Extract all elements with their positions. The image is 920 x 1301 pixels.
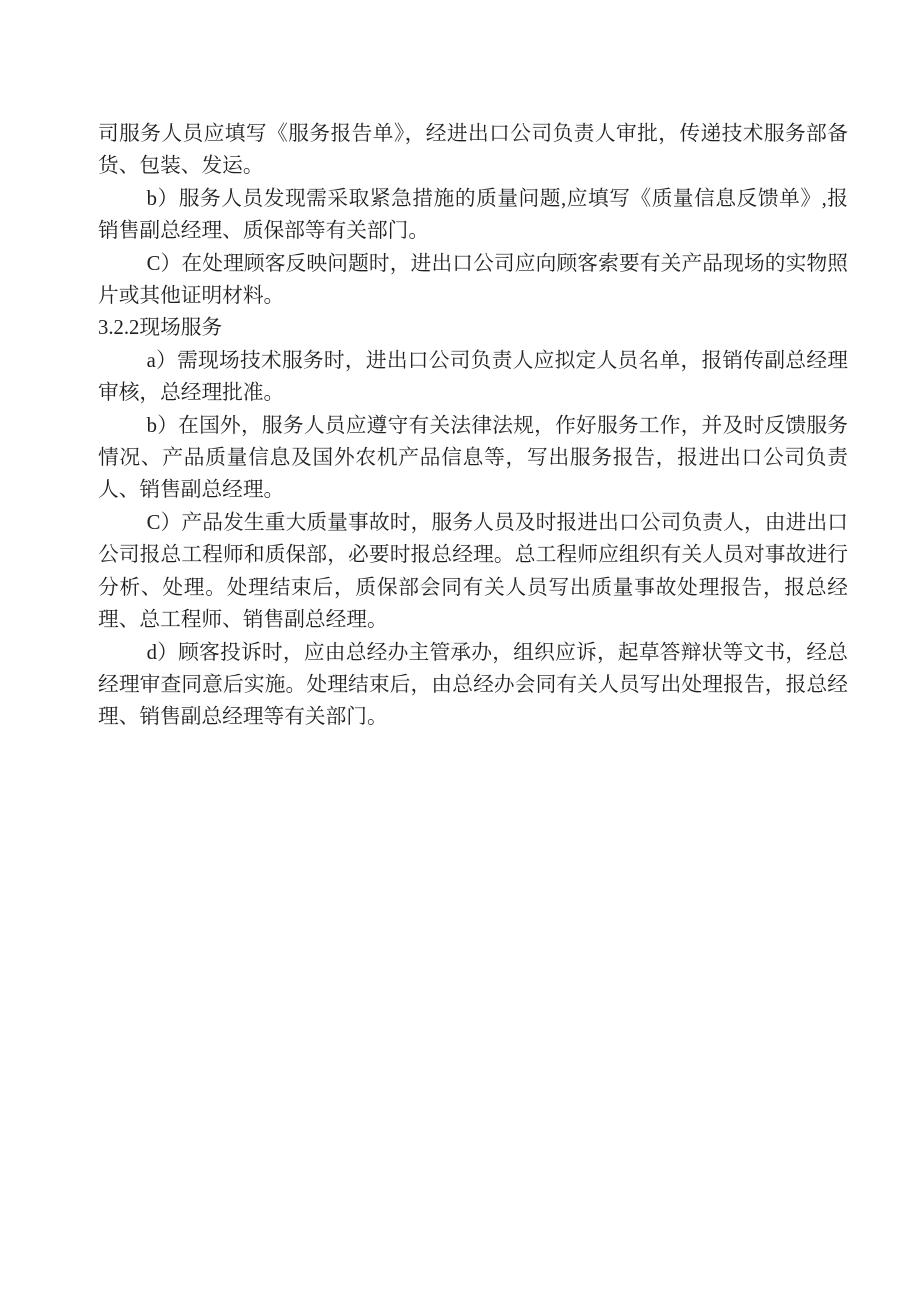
paragraph-item-b-abroad: b）在国外，服务人员应遵守有关法律法规，作好服务工作，并及时反馈服务情况、产品质量信息及国外农机产品信息等，写出服务报告，报进出口公司负责人、销售副总经理。	[98, 414, 848, 502]
paragraph-item-c-customer-feedback: C）在处理顾客反映问题时，进出口公司应向顾客索要有关产品现场的实物照片或其他证明材料。	[98, 252, 848, 308]
paragraph-item-a-onsite-service: a）需现场技术服务时，进出口公司负责人应拟定人员名单，报销传副总经理审核，总经理批准。	[98, 349, 848, 405]
paragraph-continuation: 司服务人员应填写《服务报告单》，经进出口公司负责人审批，传递技术服务部备货、包装、发运。	[98, 123, 848, 178]
section-heading-3-2-2: 3.2.2现场服务	[98, 317, 223, 340]
paragraph-item-d-complaint: d）顾客投诉时，应由总经办主管承办，组织应诉，起草答辩状等文书，经总经理审查同意后实施。处理结束后，由总经办会同有关人员写出处理报告，报总经理、销售副总经理等有关部门。	[98, 641, 848, 729]
paragraph-item-c-quality-accident: C）产品发生重大质量事故时，服务人员及时报进出口公司负责人，由进出口公司报总工程师和质保部，必要时报总经理。总工程师应组织有关人员对事故进行分析、处理。处理结束后，质保部会同有关人员写出质量事故处理报告，报总经理、总工程师、销售副总经理。	[98, 511, 848, 632]
paragraph-item-b-emergency: b）服务人员发现需采取紧急措施的质量问题,应填写《质量信息反馈单》,报销售副总经理、质保部等有关部门。	[98, 187, 848, 243]
